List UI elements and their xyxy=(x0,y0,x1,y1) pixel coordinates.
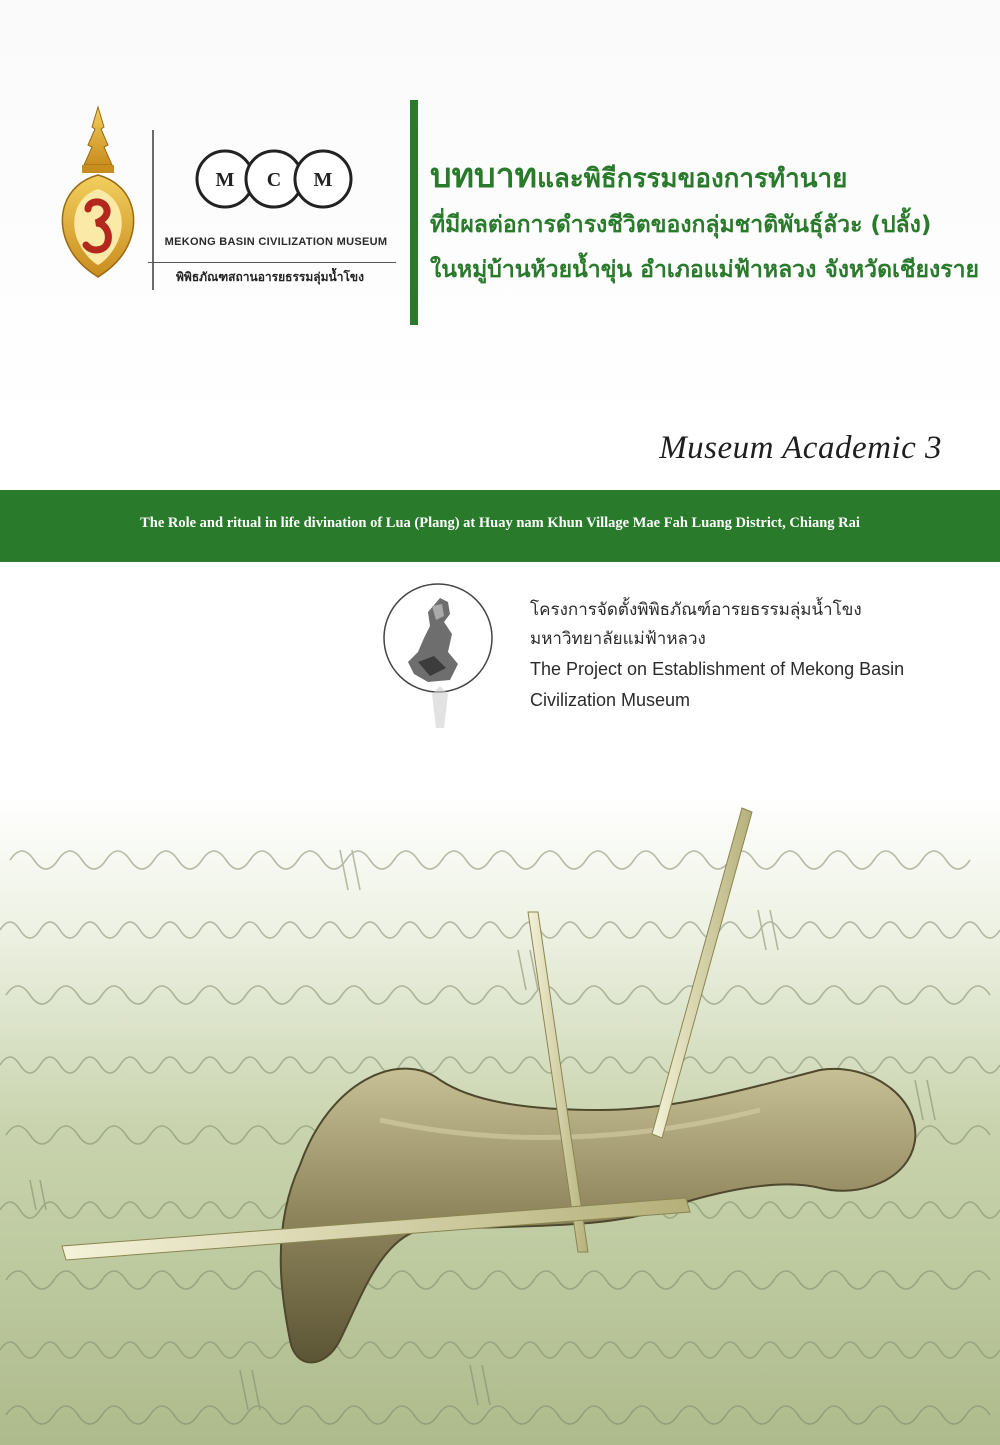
project-line-3: The Project on Establishment of Mekong Basin xyxy=(530,659,905,679)
project-line-4: Civilization Museum xyxy=(530,690,691,710)
mcm-letter-c: C xyxy=(266,169,282,191)
museum-name-rule xyxy=(148,262,396,263)
title-line-3: ในหมู่บ้านห้วยน้ำขุ่น อำเภอแม่ฟ้าหลวง จังหวัดเชียงราย xyxy=(430,257,979,283)
title-line-2: ที่มีผลต่อการดำรงชีวิตของกลุ่มชาติพันธุ์ลัวะ (ปลั้ง) xyxy=(430,212,932,238)
series-label: Museum Academic 3 xyxy=(659,430,942,466)
mcm-logo xyxy=(194,148,354,210)
museum-name-en: MEKONG BASIN CIVILIZATION MUSEUM xyxy=(164,236,388,248)
title-accent-bar xyxy=(410,100,418,325)
project-line-2: มหาวิทยาลัยแม่ฟ้าหลวง xyxy=(530,629,706,649)
title-line-1-rest: และพิธีกรรมของการทำนาย xyxy=(537,164,848,194)
bone-divination-illustration xyxy=(0,780,1000,1445)
project-line-1: โครงการจัดตั้งพิพิธภัณฑ์อารยธรรมลุ่มน้ำโขง xyxy=(530,600,862,620)
title-line-1 xyxy=(430,148,847,202)
mcm-letter-m2: M xyxy=(313,169,333,191)
logo-divider xyxy=(152,130,154,290)
university-emblem-icon xyxy=(52,105,144,280)
museum-name-th: พิพิธภัณฑสถานอารยธรรมลุ่มน้ำโขง xyxy=(176,270,364,284)
english-title: The Role and ritual in life divination of Lua (Plang) at Huay nam Khun Village Mae Fah Luang District, Chiang Rai xyxy=(140,515,860,531)
mcm-letter-m1: M xyxy=(215,169,235,191)
project-seal-icon xyxy=(378,578,498,738)
title-line-1-lead: บทบาท xyxy=(430,156,538,196)
